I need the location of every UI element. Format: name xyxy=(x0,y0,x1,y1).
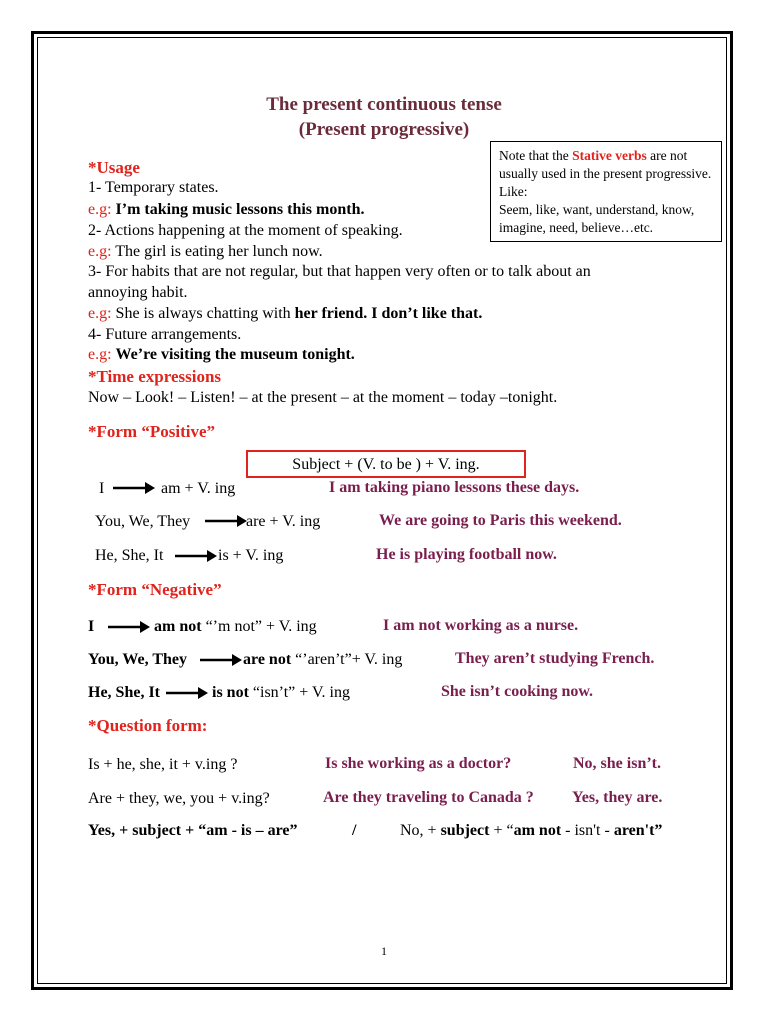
question-heading: *Question form: xyxy=(88,716,208,735)
usage-example-4: e.g: We’re visiting the museum tonight. xyxy=(88,346,355,363)
negative-example-plural: They aren’t studying French. xyxy=(455,650,655,667)
positive-example-i: I am taking piano lessons these days. xyxy=(329,479,580,496)
arrow-right-icon xyxy=(166,687,208,699)
short-answer-no: No, + subject + “am not - isn't - aren't” xyxy=(400,822,663,839)
note-rest: are not usually used in the present progressive. Like: xyxy=(499,148,712,199)
negative-example-singular: She isn’t cooking now. xyxy=(441,683,594,700)
usage-item-3: 3- For habits that are not regular, but that happen very often or to talk about an xyxy=(88,263,591,280)
usage-item-4: 4- Future arrangements. xyxy=(88,326,242,343)
negative-heading: *Form “Negative” xyxy=(88,580,222,599)
positive-subject-plural: You, We, They xyxy=(95,513,191,530)
positive-subject-i: I xyxy=(99,480,105,497)
positive-subject-singular: He, She, It xyxy=(95,547,164,564)
stative-verbs-note xyxy=(490,141,722,242)
arrow-right-icon xyxy=(113,482,155,494)
note-examples: Seem, like, want, understand, know, imagine, need, believe…etc. xyxy=(499,202,695,235)
usage-item-2: 2- Actions happening at the moment of speaking. xyxy=(88,222,403,239)
positive-rule-plural: are + V. ing xyxy=(246,513,321,530)
usage-heading: *Usage xyxy=(88,158,140,177)
page-number: 1 xyxy=(381,944,387,958)
positive-rule-singular: is + V. ing xyxy=(218,547,284,564)
positive-example-singular: He is playing football now. xyxy=(376,546,557,563)
negative-rule-singular: is not “isn’t” + V. ing xyxy=(212,684,350,701)
note-highlight: Stative verbs xyxy=(572,148,647,163)
short-answer-yes: Yes, + subject + “am - is – are” xyxy=(88,822,298,839)
negative-example-i: I am not working as a nurse. xyxy=(383,617,579,634)
question-example-plural: Are they traveling to Canada ? xyxy=(323,789,534,806)
arrow-right-icon xyxy=(200,654,242,666)
negative-subject-plural: You, We, They xyxy=(88,651,187,668)
negative-subject-singular: He, She, It xyxy=(88,684,160,701)
question-rule-singular: Is + he, she, it + v.ing ? xyxy=(88,756,238,773)
negative-rule-plural: are not “’aren’t”+ V. ing xyxy=(243,651,403,668)
positive-heading: *Form “Positive” xyxy=(88,422,215,441)
time-expressions-heading: *Time expressions xyxy=(88,367,222,386)
page-subtitle: (Present progressive) xyxy=(298,119,470,140)
positive-formula: Subject + (V. to be ) + V. ing. xyxy=(292,456,480,473)
page-title: The present continuous tense xyxy=(266,94,502,115)
short-answer-slash: / xyxy=(352,822,357,839)
usage-example-2: e.g: The girl is eating her lunch now. xyxy=(88,243,323,260)
usage-example-3: e.g: She is always chatting with her friend. I don’t like that. xyxy=(88,305,483,322)
arrow-right-icon xyxy=(108,621,150,633)
usage-item-1: 1- Temporary states. xyxy=(88,179,219,196)
usage-example-1: e.g: I’m taking music lessons this month. xyxy=(88,201,365,218)
question-answer-plural: Yes, they are. xyxy=(572,789,663,806)
positive-example-plural: We are going to Paris this weekend. xyxy=(379,512,622,529)
question-rule-plural: Are + they, we, you + v.ing? xyxy=(88,790,270,807)
arrow-right-icon xyxy=(175,550,217,562)
positive-rule-i: am + V. ing xyxy=(161,480,236,497)
negative-subject-i: I xyxy=(88,618,95,635)
arrow-right-icon xyxy=(205,515,247,527)
negative-rule-i: am not “’m not” + V. ing xyxy=(154,618,317,635)
usage-item-3-cont: annoying habit. xyxy=(88,284,188,301)
question-answer-singular: No, she isn’t. xyxy=(573,755,662,772)
time-expressions-text: Now – Look! – Listen! – at the present – at the moment – today –tonight. xyxy=(88,389,558,406)
note-prefix: Note that the xyxy=(499,148,573,163)
question-example-singular: Is she working as a doctor? xyxy=(325,755,512,772)
